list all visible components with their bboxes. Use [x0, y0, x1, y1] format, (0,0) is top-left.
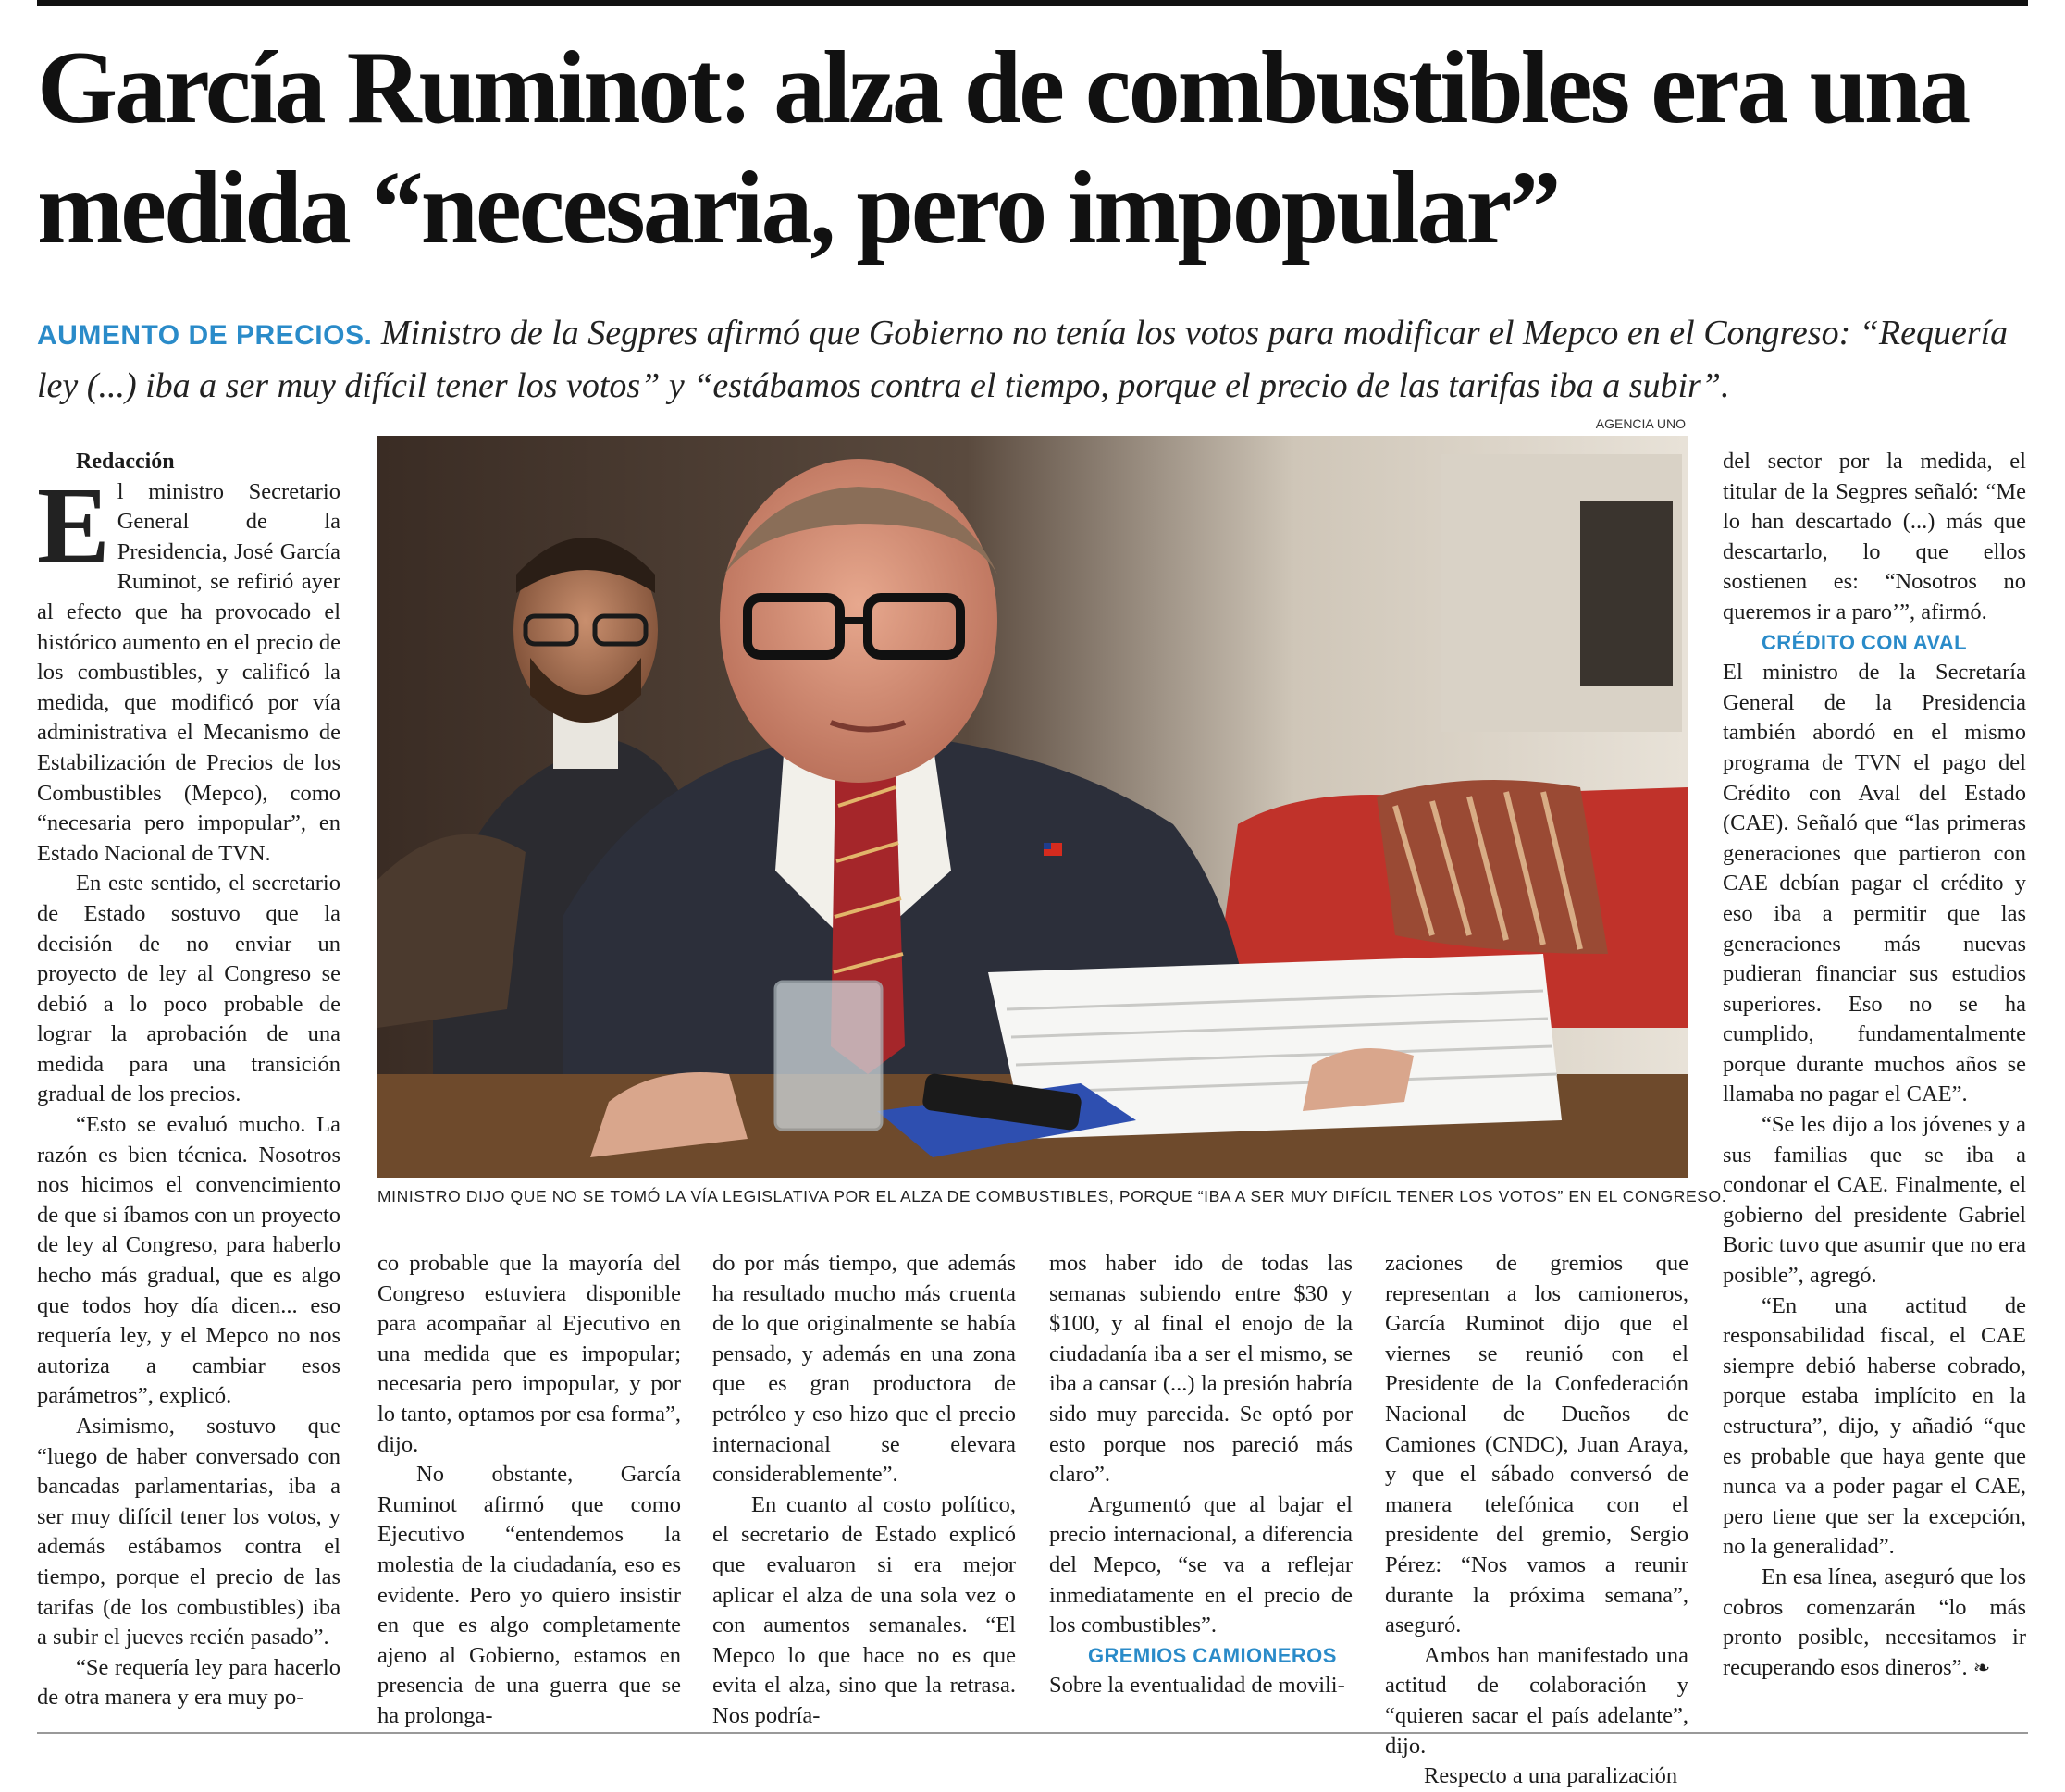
closing-paragraph-text: En esa línea, aseguró que los cobros comenzarán “lo más pronto posible, necesitamos ir recuperando esos dineros”.: [1723, 1563, 2026, 1680]
paragraph: “Se les dijo a los jóvenes y a sus familias que se iba a condonar el CAE. Finalmente, el gobierno del presidente Gabriel Boric tuvo que asumir que no era posible”, agregó.: [1723, 1112, 2026, 1289]
paragraph: Asimismo, sostuvo que “luego de haber conversado con bancadas parlamentarias, iba a ser muy difícil tener los votos, y además estábamos contra el tiempo, porque el precio de las tarifas (de los combustibles) iba a subir el jueves recién pasado”.: [37, 1414, 340, 1650]
paragraph: mos haber ido de todas las semanas subiendo entre $30 y $100, y al final el enojo de la ciudadanía iba a ser el mismo, se iba a cansar (...) la presión habría sido muy parecida. Se optó por esto porque nos pareció más claro”.: [1049, 1251, 1353, 1488]
article-column-3: [712, 1249, 1016, 1732]
headline: García Ruminot: alza de combustibles era una medida “necesaria, pero impopular”: [37, 31, 1969, 266]
photo-credit: AGENCIA UNO: [1595, 416, 1686, 431]
article-column-6: [1723, 447, 2026, 1684]
paragraph: No obstante, García Ruminot afirmó que como Ejecutivo “entendemos la molestia de la ciudadanía, eso es evidente. Pero yo quiero insistir en que es algo completamente ajeno al Gobierno, estamos en presencia de una guerra que se ha prolonga-: [377, 1462, 681, 1728]
lead-paragraph: [37, 463, 340, 870]
top-rule: [37, 0, 2028, 6]
photo-minister-at-table: [377, 436, 1688, 1178]
deck-kicker: AUMENTO DE PRECIOS.: [37, 320, 373, 351]
paragraph: En este sentido, el secretario de Estado sostuvo que la decisión de no enviar un proyecto de ley al Congreso se debió a lo poco probable de lograr la aprobación de una medida para una transición gradual de los precios.: [37, 871, 340, 1107]
paragraph: Ambos han manifestado una actitud de colaboración y “quieren sacar el país adelante”, dijo.: [1385, 1642, 1688, 1759]
paragraph: Sobre la eventualidad de movili-: [1049, 1673, 1345, 1699]
paragraph: zaciones de gremios que representan a los camioneros, García Ruminot dijo que el viernes se reunió con el Presidente de la Confederación Nacional de Dueños de Camiones (CNDC), Juan Araya, y que el sábado conversó de manera telefónica con el presidente del gremio, Sergio Pérez: “Nos vamos a reunir durante la próxima semana”, aseguró.: [1385, 1251, 1688, 1638]
photo-caption: MINISTRO DIJO QUE NO SE TOMÓ LA VÍA LEGISLATIVA POR EL ALZA DE COMBUSTIBLES, PORQUE “IBA A SER MUY DIFÍCIL TENER LOS VOTOS” EN EL CONGRESO.: [377, 1187, 1727, 1205]
lead-paragraph-text: l ministro Secretario General de la Presidencia, José García Ruminot, se refirió ayer al efecto que ha provocado el histórico aumento en el precio de los combustibles, y calificó la medida, que modificó por vía administrativa el Mecanismo de Estabilización de Precios de los Combustibles (Mepco), como “necesaria pero impopular”, en Estado Nacional de TVN.: [37, 478, 340, 866]
paragraph: “Se requería ley para hacerlo de otra manera y era muy po-: [37, 1654, 340, 1711]
paragraph: “En una actitud de responsabilidad fiscal, el CAE siempre debió haberse cobrado, porque estaba implícito en la estructura”, dijo, y añadió “que es probable que haya gente que nunca va a poder pagar el CAE, pero tiene que ser la excepción, no la generalidad”.: [1723, 1292, 2026, 1560]
paragraph: “Esto se evaluó mucho. La razón es bien técnica. Nosotros nos hicimos el convencimiento de que si íbamos con un proyecto de ley al Congreso, para haberlo hecho más gradual, que es algo que todos hoy día dicen... eso requería ley, y el Mepco no nos autoriza a cambiar esos parámetros”, explicó.: [37, 1112, 340, 1409]
news-photo: [377, 436, 1688, 1178]
paragraph: El ministro de la Secretaría General de la Presidencia también abordó en el mismo programa de TVN el pago del Crédito con Aval del Estado (CAE). Señaló que “las primeras generaciones que partieron con CAE debían pagar el crédito y eso iba a permitir que las generaciones más nuevas pudieran financiar sus estudios superiores. Eso no se ha cumplido, fundamentalmente porque durante muchos años se llamaba no pagar el CAE”.: [1723, 660, 2026, 1107]
article-column-4: [1049, 1249, 1353, 1701]
deck-text: Ministro de la Segpres afirmó que Gobierno no tenía los votos para modificar el Mepco en el Congreso: “Requería ley (...) iba a ser muy difícil tener los votos” y “estábamos contra el tiempo, porque el precio de las tarifas iba a subir”.: [37, 314, 2009, 405]
article-column-1: [37, 447, 340, 1713]
subhead-gremios: GREMIOS CAMIONEROS: [1088, 1643, 1337, 1667]
paragraph: Argumentó que al bajar el precio internacional, a diferencia del Mepco, “se va a reflejar inmediatamente en el precio de los combustibles”.: [1049, 1491, 1353, 1638]
paragraph: [1723, 1563, 2026, 1684]
byline: Redacción: [76, 450, 175, 474]
article-column-5: [1385, 1249, 1688, 1792]
article-column-2: [377, 1249, 681, 1732]
deck: [37, 308, 2026, 411]
paragraph: del sector por la medida, el titular de la Segpres señaló: “Me lo han descartado (...) más que descartarlo, lo que ellos sostienen es: “Nosotros no queremos ir a paro’”, afirmó.: [1723, 449, 2026, 624]
paragraph: do por más tiempo, que además ha resultado mucho más cruenta de lo que originalmente se había pensado, y además en una zona que es gran productora de petróleo y eso hizo que el precio internacional se elevara considerablemente”.: [712, 1251, 1016, 1488]
drop-cap: E: [37, 463, 110, 586]
paragraph: Respecto a una paralización: [1424, 1763, 1678, 1789]
end-mark-icon: ❧: [1972, 1656, 1991, 1680]
subhead-credito: CRÉDITO CON AVAL: [1762, 630, 1967, 654]
bottom-rule: [37, 1732, 2028, 1734]
paragraph: En cuanto al costo político, el secretario de Estado explicó que evaluaron si era mejor aplicar el alza de una sola vez o con aumentos semanales. “El Mepco lo que hace no es que evita el alza, sino que la retrasa. Nos podría-: [712, 1491, 1016, 1728]
paragraph: co probable que la mayoría del Congreso estuviera disponible para acompañar al Ejecutivo en una medida que es impopular; necesaria pero impopular, y por lo tanto, optamos por esa forma”, dijo.: [377, 1251, 681, 1457]
